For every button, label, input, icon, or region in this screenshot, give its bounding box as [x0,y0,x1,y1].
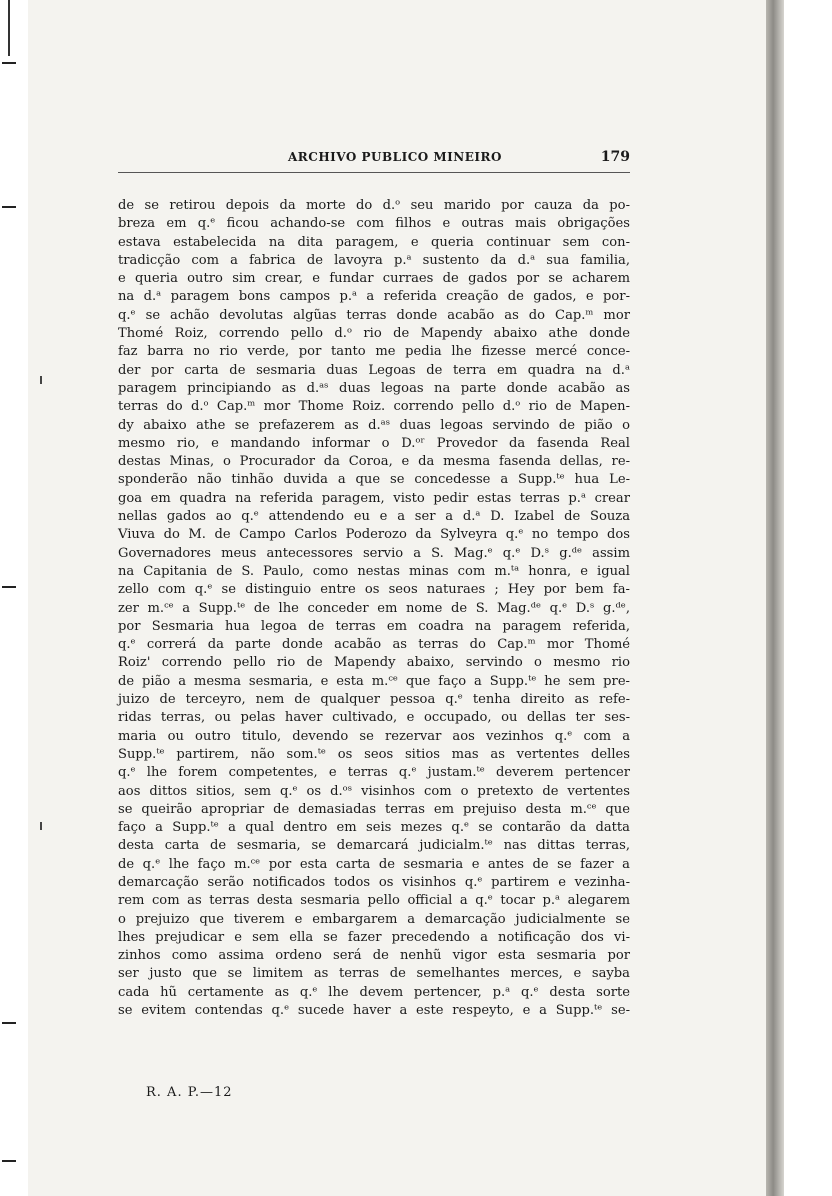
text-line: lhes prejudicar e sem ella se fazer precedendo a notificação dos vi- [118,929,630,945]
text-line: paragem principiando as d.ᵃˢ duas legoas na parte donde acabão as [118,380,630,396]
text-line: mesmo rio, e mandando informar o D.ᵒʳ Provedor da fasenda Real [118,435,630,451]
text-line: se queirão apropriar de demasiadas terras em prejuiso desta m.ᶜᵉ que [118,801,630,817]
margin-speck [40,376,42,384]
body-text [118,197,630,1020]
binding-edge [0,0,30,1196]
text-line: Roiz' correndo pello rio de Mapendy abaixo, servindo o mesmo rio [118,655,630,671]
header-rule [118,172,630,173]
binding-mark [2,1160,16,1162]
text-line: der por carta de sesmaria duas Legoas de terra em quadra na d.ᵃ [118,362,630,378]
running-title: ARCHIVO PUBLICO MINEIRO [288,150,502,164]
text-line: q.ᵉ lhe forem competentes, e terras q.ᵉ justam.ᵗᵉ deverem pertencer [118,765,630,781]
page-header [118,150,630,172]
text-line: se evitem contendas q.ᵉ sucede haver a este respeyto, e a Supp.ᵗᵉ se- [118,1003,630,1019]
binding-mark [2,1022,16,1024]
text-line: de q.ᵉ lhe faço m.ᶜᵉ por esta carta de sesmaria e antes de se fazer a [118,856,630,872]
text-line: Viuva do M. de Campo Carlos Poderozo da Sylveyra q.ᵉ no tempo dos [118,527,630,543]
text-line: Governadores meus antecessores servio a S. Mag.ᵉ q.ᵉ D.ˢ g.ᵈᵉ assim [118,545,630,561]
text-line: por Sesmaria hua legoa de terras em coadra na paragem referida, [118,618,630,634]
text-line: faço a Supp.ᵗᵉ a qual dentro em seis mezes q.ᵉ se contarão da datta [118,820,630,836]
binding-mark [2,206,16,208]
text-line: Supp.ᵗᵉ partirem, não som.ᵗᵉ os seos sitios mas as vertentes delles [118,746,630,762]
text-line: zello com q.ᵉ se distinguio entre os seos naturaes ; Hey por bem fa- [118,582,630,598]
text-line: ridas terras, ou pelas haver cultivado, e occupado, ou dellas ter ses- [118,710,630,726]
text-line: Thomé Roiz, correndo pello d.ᵒ rio de Mapendy abaixo athe donde [118,326,630,342]
text-line: na Capitania de S. Paulo, como nestas minas com m.ᵗᵃ honra, e igual [118,563,630,579]
text-line: juizo de terceyro, nem de qualquer pessoa q.ᵉ tenha direito as refe- [118,692,630,708]
text-line: zinhos como assima ordeno será de nenhũ vigor esta sesmaria por [118,948,630,964]
text-line: ser justo que se limitem as terras de semelhantes merces, e sayba [118,966,630,982]
text-line: o prejuizo que tiverem e embargarem a demarcação judicialmente se [118,911,630,927]
text-line: breza em q.ᵉ ficou achando-se com filhos e outras mais obrigações [118,216,630,232]
binding-mark [2,586,16,588]
margin-speck [40,822,42,830]
text-line: demarcação serão notificados todos os visinhos q.ᵉ partirem e vezinha- [118,874,630,890]
text-line: desta carta de sesmaria, se demarcará judicialm.ᵗᵉ nas dittas terras, [118,838,630,854]
text-line: destas Minas, o Procurador da Coroa, e da mesma fasenda dellas, re- [118,454,630,470]
page-number: 179 [600,149,630,165]
text-line: zer m.ᶜᵉ a Supp.ᵗᵉ de lhe conceder em nome de S. Mag.ᵈᵉ q.ᵉ D.ˢ g.ᵈᵉ, [118,600,630,616]
binding-line [8,0,10,56]
text-line: de pião a mesma sesmaria, e esta m.ᶜᵉ que faço a Supp.ᵗᵉ he sem pre- [118,673,630,689]
text-line: e queria outro sim crear, e fundar curraes de gados por se acharem [118,271,630,287]
text-line: cada hũ certamente as q.ᵉ lhe devem pertencer, p.ᵃ q.ᵉ desta sorte [118,984,630,1000]
text-line: nellas gados ao q.ᵉ attendendo eu e a ser a d.ᵃ D. Izabel de Souza [118,509,630,525]
text-line: terras do d.ᵒ Cap.ᵐ mor Thome Roiz. correndo pello d.ᵒ rio de Mapen- [118,399,630,415]
text-line: faz barra no rio verde, por tanto me pedia lhe fizesse mercé conce- [118,344,630,360]
text-line: rem com as terras desta sesmaria pello official a q.ᵉ tocar p.ᵃ alegarem [118,893,630,909]
signature-mark: R. A. P.—12 [146,1085,233,1100]
text-line: sponderão não tinhão duvida a que se concedesse a Supp.ᵗᵉ hua Le- [118,472,630,488]
text-line: q.ᵉ se achão devolutas algũas terras donde acabão as do Cap.ᵐ mor [118,307,630,323]
text-line: maria ou outro titulo, devendo se rezervar aos vezinhos q.ᵉ com a [118,728,630,744]
text-line: estava estabelecida na dita paragem, e queria continuar sem con- [118,234,630,250]
page-edge-shadow [766,0,784,1196]
text-line: dy abaixo athe se prefazerem as d.ᵃˢ duas legoas servindo de pião o [118,417,630,433]
text-line: de se retirou depois da morte do d.ᵒ seu marido por cauza da po- [118,198,630,213]
text-line: tradicção com a fabrica de lavoyra p.ᵃ sustento da d.ᵃ sua familia, [118,252,630,268]
text-line: na d.ᵃ paragem bons campos p.ᵃ a referida creação de gados, e por- [118,289,630,305]
text-line: goa em quadra na referida paragem, visto pedir estas terras p.ᵃ crear [118,490,630,506]
text-line: q.ᵉ correrá da parte donde acabão as terras do Cap.ᵐ mor Thomé [118,637,630,653]
binding-mark [2,62,16,64]
text-line: aos dittos sitios, sem q.ᵉ os d.ᵒˢ visinhos com o pretexto de vertentes [118,783,630,799]
